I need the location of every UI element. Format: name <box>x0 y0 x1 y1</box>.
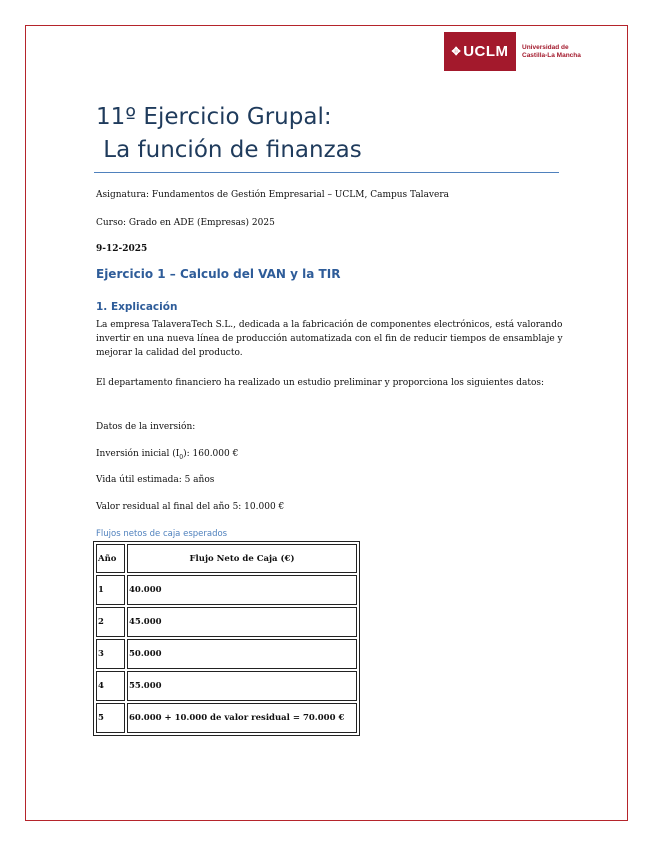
document-title <box>96 101 362 167</box>
year-cell: 2 <box>96 607 125 637</box>
year-cell: 5 <box>96 703 125 733</box>
table-row <box>96 607 357 637</box>
cash-flow-cell: 55.000 <box>127 671 357 701</box>
initial-investment <box>96 447 566 465</box>
year-cell: 4 <box>96 671 125 701</box>
date-line: 9-12-2025 <box>96 244 148 254</box>
logo-line-2: Castilla-La Mancha <box>522 51 581 59</box>
header-cash-flow: Flujo Neto de Caja (€) <box>127 544 357 573</box>
year-cell: 1 <box>96 575 125 605</box>
table-caption: Flujos netos de caja esperados <box>96 529 228 539</box>
table-row <box>96 703 357 733</box>
title-line-2: La función de finanzas <box>96 137 362 163</box>
logo-line-1: Universidad de <box>522 43 569 51</box>
course-line: Curso: Grado en ADE (Empresas) 2025 <box>96 218 275 228</box>
cash-flow-cell: 45.000 <box>127 607 357 637</box>
initial-investment-prefix: Inversión inicial (I <box>96 449 180 459</box>
shield-icon: ✥ <box>451 46 462 58</box>
initial-investment-suffix: ): 160.000 € <box>183 449 239 459</box>
title-line-1: 11º Ejercicio Grupal: <box>96 104 332 130</box>
cash-flow-table <box>93 541 360 736</box>
investment-heading: Datos de la inversión: <box>96 422 196 432</box>
table-row <box>96 639 357 669</box>
initial-investment-sub: 0 <box>179 453 184 461</box>
cash-flow-cell: 60.000 + 10.000 de valor residual = 70.000 € <box>127 703 357 733</box>
logo-brand: UCLM <box>463 43 509 60</box>
table-header-row <box>96 544 357 573</box>
residual-value: Valor residual al final del año 5: 10.000 € <box>96 502 285 512</box>
logo-university-name <box>522 44 581 60</box>
logo-mark <box>444 32 516 71</box>
data-paragraph: El departamento financiero ha realizado un estudio preliminar y proporciona los siguientes datos: <box>96 378 545 388</box>
intro-paragraph: La empresa TalaveraTech S.L., dedicada a la fabricación de componentes electrónicos, está valorando invertir en una nueva línea de producción automatizada con el fin de reducir tiempos de ensamblaje y mejorar la calidad del producto. <box>96 320 563 358</box>
header-year: Año <box>96 544 125 573</box>
cash-flow-cell: 40.000 <box>127 575 357 605</box>
useful-life: Vida útil estimada: 5 años <box>96 475 215 485</box>
uclm-logo <box>444 32 581 71</box>
subject-line: Asignatura: Fundamentos de Gestión Empresarial – UCLM, Campus Talavera <box>96 190 450 200</box>
exercise-heading: Ejercicio 1 – Calculo del VAN y la TIR <box>96 267 341 281</box>
table-row <box>96 671 357 701</box>
section-heading: 1. Explicación <box>96 301 178 313</box>
cash-flow-cell: 50.000 <box>127 639 357 669</box>
title-divider <box>94 172 559 173</box>
table-row <box>96 575 357 605</box>
year-cell: 3 <box>96 639 125 669</box>
